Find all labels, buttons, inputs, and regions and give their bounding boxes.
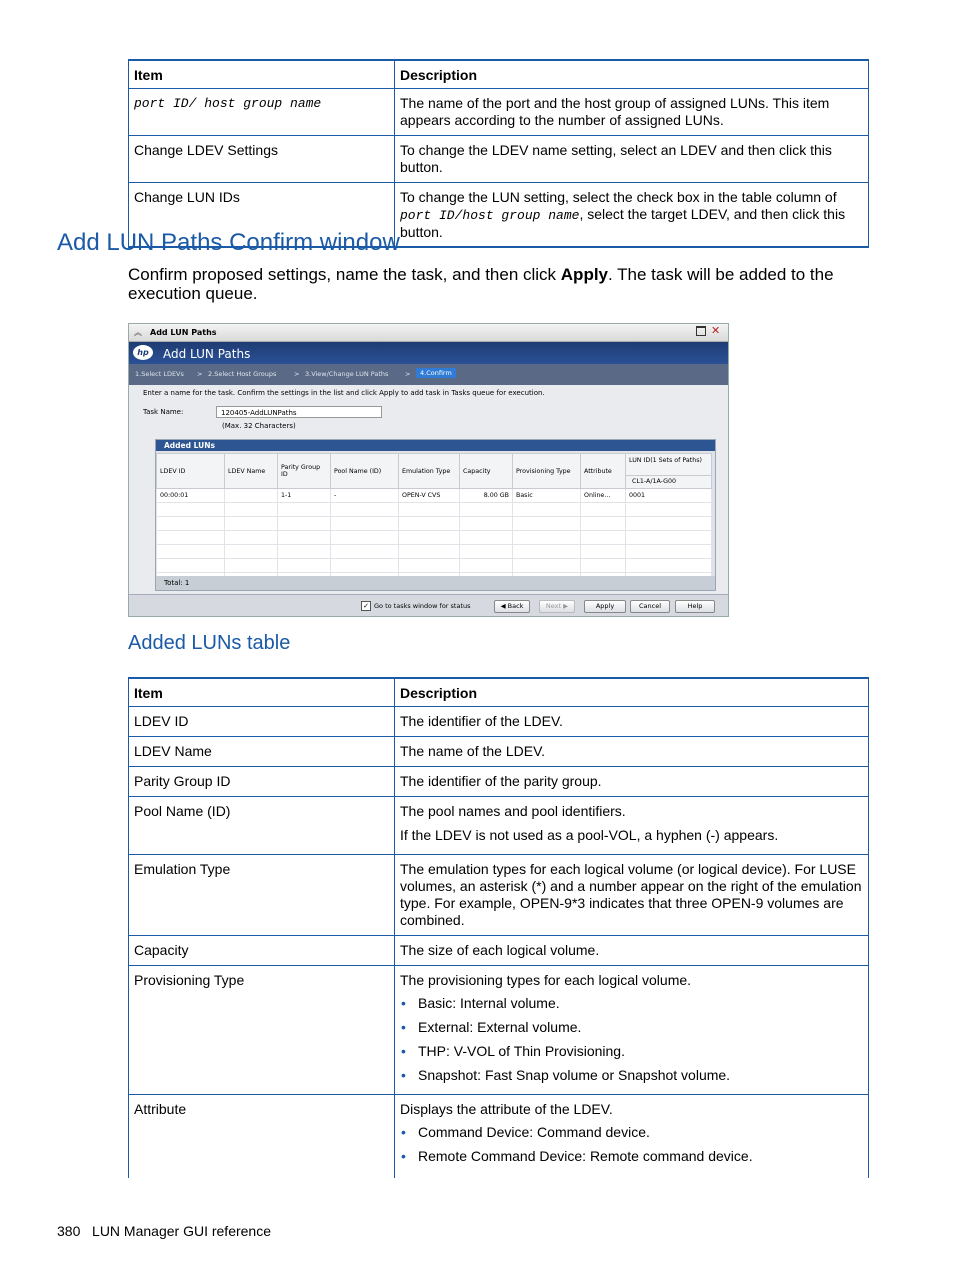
column-header-item: Item [129,60,395,89]
lun-id-subheader: CL1-A/1A-G00 [632,478,677,485]
table-row [129,797,869,855]
item-cell: LDEV ID [129,707,395,737]
description-cell [395,1095,869,1179]
window-titlebar [129,324,728,342]
table-row [129,936,869,966]
grid-row-empty [157,559,712,573]
window-header [129,342,728,364]
top-table [128,59,869,248]
added-luns-grid [156,453,712,587]
description-text: The provisioning types for each logical volume. [400,972,692,988]
description-text: The identifier of the LDEV. [400,713,563,729]
step-2: 2.Select Host Groups [208,370,277,378]
list-item: • External: External volume. [418,1019,863,1036]
grid-cell: OPEN-V CVS [399,489,460,503]
step-separator: > [197,370,203,378]
maximize-icon[interactable] [696,326,706,336]
grid-cell: 1-1 [278,489,331,503]
item-cell: Attribute [129,1095,395,1179]
table-row [129,89,869,136]
intro-bold: Apply [560,265,609,284]
task-name-hint: (Max. 32 Characters) [222,422,296,430]
bullet-list [400,1124,863,1165]
goto-tasks-checkbox[interactable]: ✓ [361,601,371,611]
description-cell [395,707,869,737]
description-cell [395,936,869,966]
description-text: Displays the attribute of the LDEV. [400,1101,613,1117]
description-text: The name of the LDEV. [400,743,546,759]
list-item: • Basic: Internal volume. [418,995,863,1012]
window-title: Add LUN Paths [150,328,217,337]
item-cell: Parity Group ID [129,767,395,797]
grid-row-empty [157,531,712,545]
table-row [129,136,869,183]
description-text: The pool names and pool identifiers. [400,803,626,819]
task-name-input[interactable]: 120405-AddLUNPaths [216,406,382,418]
help-button[interactable]: Help [675,600,715,613]
back-button[interactable]: ◀ Back [494,600,530,613]
description-cell: The name of the port and the host group of assigned LUNs. This item appears according to the number of assigned LUNs. [395,89,869,136]
next-button[interactable]: Next ▶ [539,600,575,613]
grid-cell [225,489,278,503]
grid-header-lun-id[interactable] [626,454,712,489]
table-row [129,767,869,797]
added-luns-table [128,677,869,1178]
grid-header-ldev-id[interactable]: LDEV ID [157,454,225,489]
item-cell: Capacity [129,936,395,966]
section-intro [128,265,858,303]
description-cell [395,797,869,855]
instruction-text: Enter a name for the task. Confirm the settings in the list and click Apply to add task in Tasks queue for execution. [143,389,545,397]
grid-cell: 0001 [626,489,712,503]
intro-text: Confirm proposed settings, name the task, and then click [128,265,561,284]
grid-cell: 00:00:01 [157,489,225,503]
item-cell: LDEV Name [129,737,395,767]
list-item: • Remote Command Device: Remote command device. [418,1148,863,1165]
grid-header-parity-group[interactable]: Parity Group ID [278,454,331,489]
collapse-icon[interactable]: ︽ [134,328,142,337]
section-title: Add LUN Paths Confirm window [57,229,400,256]
page-footer [57,1223,271,1239]
cancel-button[interactable]: Cancel [630,600,670,613]
step-3: 3.View/Change LUN Paths [305,370,389,378]
grid-header-provisioning-type[interactable]: Provisioning Type [513,454,581,489]
window-header-title: Add LUN Paths [163,347,251,361]
description-code: port ID/host group name [400,208,580,223]
grid-row[interactable] [157,489,712,503]
description-text: If the LDEV is not used as a pool-VOL, a hyphen (-) appears. [400,827,779,843]
column-header-item: Item [129,678,395,707]
bullet-list [400,995,863,1084]
list-item: • Snapshot: Fast Snap volume or Snapshot volume. [418,1067,863,1084]
description-cell [395,855,869,936]
intro-text: . The task will be added to the execution queue. [128,265,834,303]
description-cell: To change the LDEV name setting, select an LDEV and then click this button. [395,136,869,183]
grid-cell: - [331,489,399,503]
grid-cell: Online... [581,489,626,503]
description-text: , select the target LDEV, and then click this button. [400,206,846,240]
table-row [129,966,869,1095]
description-text: To change the LUN setting, select the check box in the table column of [400,189,837,205]
description-text: The size of each logical volume. [400,942,600,958]
description-cell [395,183,869,248]
list-item: • Command Device: Command device. [418,1124,863,1141]
subsection-title: Added LUNs table [128,632,291,654]
grid-row-empty [157,545,712,559]
lun-id-header-label: LUN ID(1 Sets of Paths) [626,455,711,476]
window-footer [129,594,728,617]
grid-row-empty [157,503,712,517]
item-cell: Provisioning Type [129,966,395,1095]
table-row [129,1095,869,1179]
wizard-steps [129,364,728,385]
grid-header-capacity[interactable]: Capacity [460,454,513,489]
goto-tasks-label: Go to tasks window for status [374,602,471,610]
list-item: • THP: V-VOL of Thin Provisioning. [418,1043,863,1060]
description-text: The emulation types for each logical volume (or logical device). For LUSE volumes, an asterisk (*) and a number appear on the right of the emulation type. For example, OPEN-9*3 indicates that three OPEN-9 volumes are combined. [400,861,862,928]
add-lun-paths-window [128,323,729,617]
grid-header-emulation-type[interactable]: Emulation Type [399,454,460,489]
grid-row-empty [157,517,712,531]
grid-header-attribute[interactable]: Attribute [581,454,626,489]
item-cell: Emulation Type [129,855,395,936]
step-separator: > [405,370,411,378]
apply-button[interactable]: Apply [584,600,626,613]
description-cell [395,737,869,767]
added-luns-title: Added LUNs [156,440,715,451]
description-text: The identifier of the parity group. [400,773,602,789]
total-count: Total: 1 [156,576,715,590]
item-cell: port ID/ host group name [129,89,395,136]
page-number: 380 [57,1223,81,1239]
grid-cell: Basic [513,489,581,503]
step-1: 1.Select LDEVs [135,370,184,378]
item-cell: Change LDEV Settings [129,136,395,183]
hp-logo: hp [133,345,153,360]
step-4-current: 4.Confirm [416,368,456,378]
added-luns-panel [155,439,716,591]
table-row [129,707,869,737]
step-separator: > [294,370,300,378]
grid-header-ldev-name[interactable]: LDEV Name [225,454,278,489]
grid-cell: 8.00 GB [460,489,513,503]
close-icon[interactable]: ✕ [711,324,721,337]
item-cell: Change LUN IDs [129,183,395,248]
table-row [129,855,869,936]
description-cell [395,966,869,1095]
grid-header-pool-name[interactable]: Pool Name (ID) [331,454,399,489]
table-row [129,737,869,767]
item-cell: Pool Name (ID) [129,797,395,855]
footer-title: LUN Manager GUI reference [92,1223,271,1239]
task-name-label: Task Name: [143,408,184,416]
description-cell [395,767,869,797]
column-header-description: Description [395,60,869,89]
column-header-description: Description [395,678,869,707]
